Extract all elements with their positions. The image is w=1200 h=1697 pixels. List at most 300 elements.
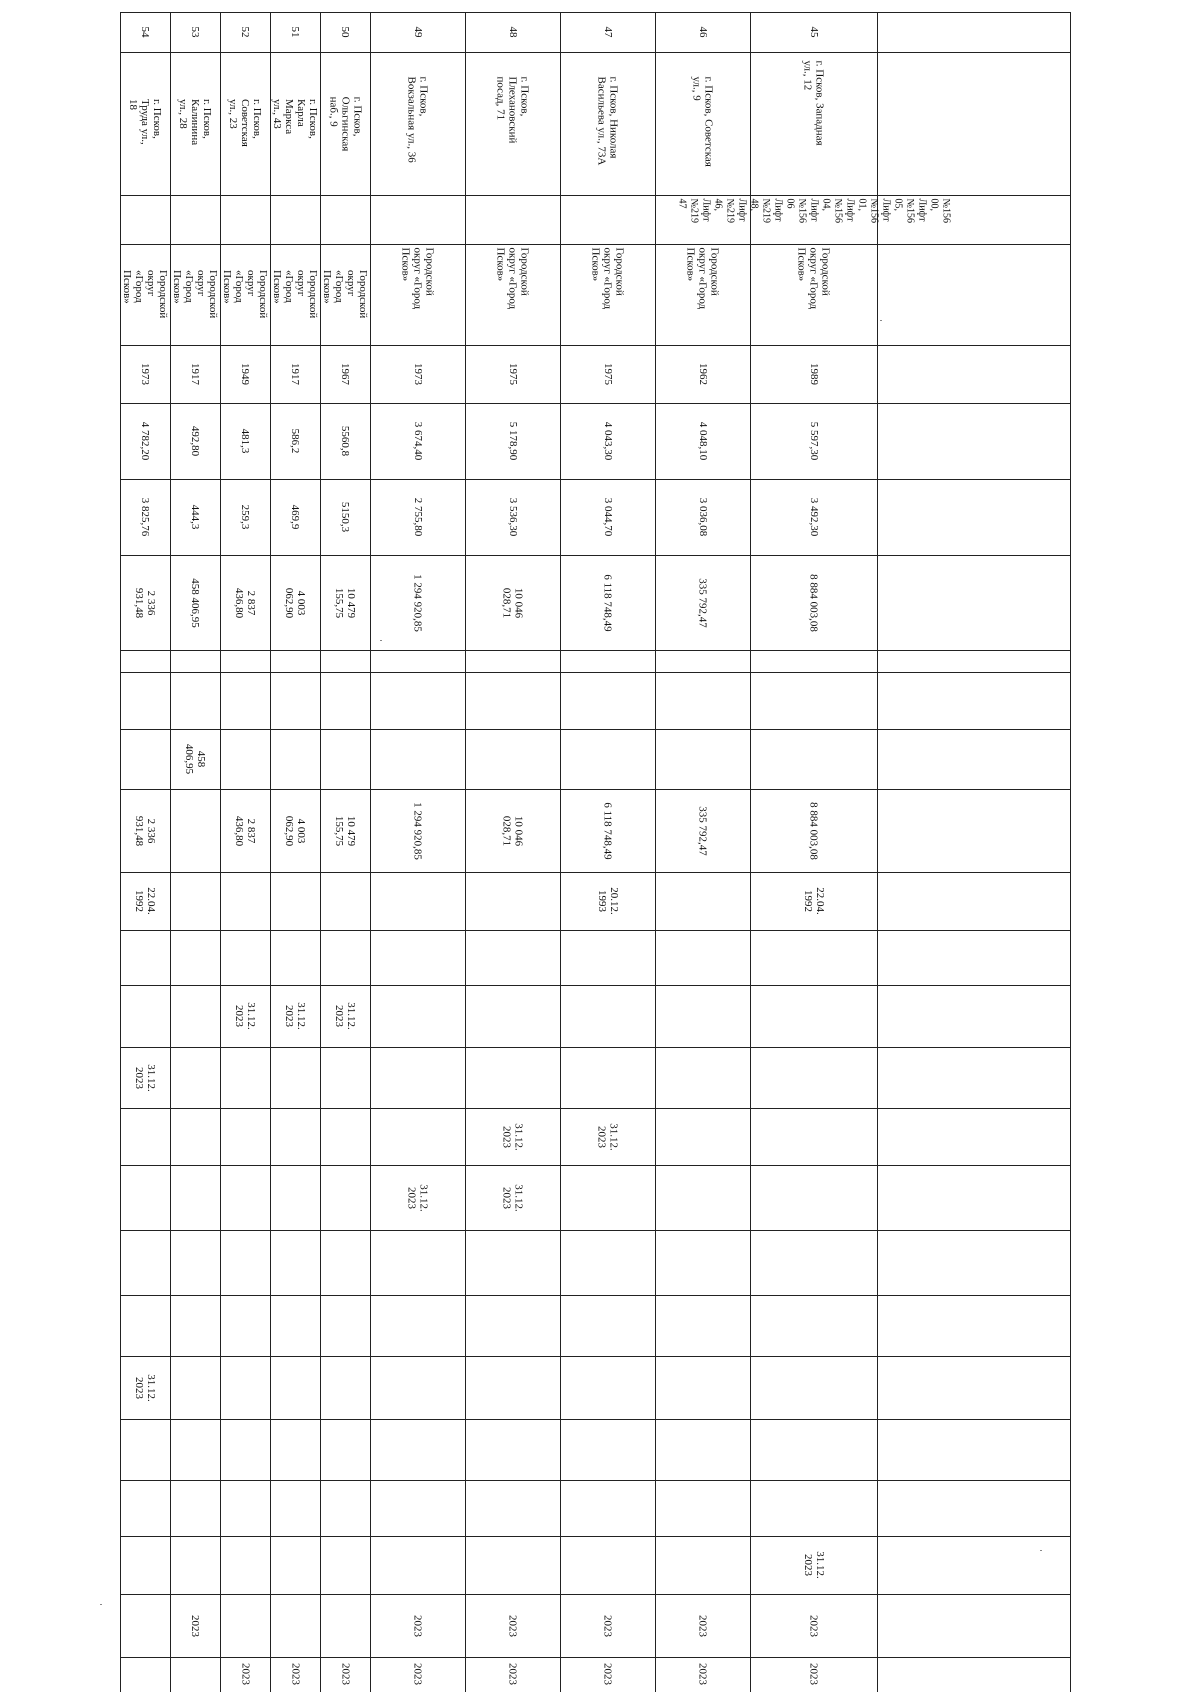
cell-date-col-18 xyxy=(750,1230,877,1295)
cell-cost xyxy=(320,555,370,650)
year-col-25-text: 2023 xyxy=(601,1662,614,1685)
cell-col-8 xyxy=(320,650,370,672)
cell-col-11 xyxy=(320,789,370,872)
cell-date-col-16 xyxy=(270,1108,320,1165)
cell-cost xyxy=(170,555,220,650)
cell-date-col-21 xyxy=(560,1419,655,1480)
cell-date-col-16 xyxy=(750,1108,877,1165)
cell-date-col-22 xyxy=(655,1480,750,1536)
cell-address xyxy=(320,52,370,195)
cell-date-col-14 xyxy=(120,985,170,1047)
cell-date-col-12 xyxy=(120,872,170,930)
cell-date-col-20 xyxy=(120,1356,170,1419)
cell-date-col-17 xyxy=(270,1165,320,1230)
cell-build-year xyxy=(560,345,655,403)
year-col-24-text: 2023 xyxy=(601,1614,614,1637)
owner-text: Городской округ «Город Псков» xyxy=(684,247,721,309)
cell-date-col-22 xyxy=(170,1480,220,1536)
cell-date-col-15 xyxy=(120,1047,170,1108)
cell-living-area xyxy=(750,479,877,555)
cost-text: 10 479 155,75 xyxy=(333,587,357,618)
address-text: г. Псков, Карла Маркса ул., 43 xyxy=(271,98,319,139)
cell-date-col-23 xyxy=(320,1536,370,1594)
cell-lift-info xyxy=(370,195,465,244)
col-11-text: 1 294 920,85 xyxy=(411,801,424,860)
cell-date-col-21 xyxy=(370,1419,465,1480)
cost-text: 335 792,47 xyxy=(696,577,709,628)
build-year-text: 1975 xyxy=(506,363,519,385)
cell-total-area xyxy=(370,403,465,479)
cell-date-col-22 xyxy=(120,1480,170,1536)
year-col-24-text: 2023 xyxy=(807,1614,820,1637)
cell-date-col-17 xyxy=(655,1165,750,1230)
cell-owner xyxy=(560,244,655,345)
cell-date-col-18 xyxy=(655,1230,750,1295)
cell-col-9 xyxy=(560,672,655,729)
year-col-25-text: 2023 xyxy=(239,1662,251,1685)
cell-date-col-19 xyxy=(465,1295,560,1356)
cell-col-10 xyxy=(750,729,877,789)
row-number-text: 45 xyxy=(807,26,820,38)
date-col-14-text: 31.12. 2023 xyxy=(333,1002,357,1030)
cell-date-col-20 xyxy=(370,1356,465,1419)
col-11-text: 10 479 155,75 xyxy=(333,815,357,846)
cost-text: 8 884 003,08 xyxy=(807,573,820,632)
cell-col-9 xyxy=(170,672,220,729)
cell-date-col-18 xyxy=(320,1230,370,1295)
col-11-text: 335 792,47 xyxy=(696,805,709,856)
cell-date-col-19 xyxy=(655,1295,750,1356)
row-number-text: 53 xyxy=(189,26,201,38)
owner-text: Городской округ «Город Псков» xyxy=(271,269,319,318)
cell-date-col-19 xyxy=(560,1295,655,1356)
cell-date-col-14 xyxy=(750,985,877,1047)
address-text: г. Псков, Советская ул., 9 xyxy=(690,76,715,167)
cell-date-col-14 xyxy=(370,985,465,1047)
living-area-text: 3 825,76 xyxy=(139,497,151,537)
cell-date-col-21 xyxy=(220,1419,270,1480)
cell-col-8 xyxy=(270,650,320,672)
col-11-text: 4 003 062,90 xyxy=(283,815,307,846)
cell-owner xyxy=(320,244,370,345)
cell-build-year xyxy=(655,345,750,403)
address-text: г. Псков, Вокзальная ул., 36 xyxy=(405,76,430,163)
cell-owner xyxy=(170,244,220,345)
cell-year-col-25 xyxy=(320,1657,370,1690)
cell-date-col-12 xyxy=(370,872,465,930)
col-11-text: 8 884 003,08 xyxy=(807,801,820,860)
living-area-text: 3 492,30 xyxy=(807,497,820,537)
cell-col-10 xyxy=(465,729,560,789)
row-number-text: 49 xyxy=(411,26,424,38)
cell-date-col-14 xyxy=(655,985,750,1047)
cell-date-col-17 xyxy=(465,1165,560,1230)
cell-date-col-16 xyxy=(560,1108,655,1165)
cell-address xyxy=(120,52,170,195)
cell-date-col-17 xyxy=(320,1165,370,1230)
cell-cost xyxy=(465,555,560,650)
address-text: г. Псков, Ольгинская наб., 9 xyxy=(327,96,363,151)
cell-date-col-14 xyxy=(320,985,370,1047)
cell-date-col-17 xyxy=(750,1165,877,1230)
cell-lift-info xyxy=(676,195,952,244)
year-col-25-text: 2023 xyxy=(506,1662,519,1685)
cell-date-col-12 xyxy=(320,872,370,930)
cell-row-number xyxy=(370,12,465,52)
cell-cost xyxy=(220,555,270,650)
cell-date-col-18 xyxy=(220,1230,270,1295)
cell-date-col-20 xyxy=(320,1356,370,1419)
cell-date-col-14 xyxy=(220,985,270,1047)
cell-date-col-13 xyxy=(120,930,170,985)
col-11-text: 10 046 028,71 xyxy=(500,815,525,846)
year-col-25-text: 2023 xyxy=(339,1662,351,1685)
cell-lift-info xyxy=(465,195,560,244)
cell-date-col-16 xyxy=(655,1108,750,1165)
cell-col-10 xyxy=(170,729,220,789)
cell-date-col-17 xyxy=(560,1165,655,1230)
cell-year-col-25 xyxy=(220,1657,270,1690)
row-number-text: 54 xyxy=(139,26,151,38)
total-area-text: 4 782,20 xyxy=(139,421,151,461)
address-text: г. Псков, Калинина ул., 28 xyxy=(177,98,213,145)
cell-address xyxy=(170,52,220,195)
cell-date-col-15 xyxy=(750,1047,877,1108)
cell-total-area xyxy=(120,403,170,479)
cell-date-col-14 xyxy=(465,985,560,1047)
build-year-text: 1917 xyxy=(289,363,301,385)
cell-living-area xyxy=(120,479,170,555)
cell-year-col-24 xyxy=(220,1594,270,1657)
cell-owner xyxy=(750,244,877,345)
cell-date-col-16 xyxy=(120,1108,170,1165)
cell-date-col-20 xyxy=(750,1356,877,1419)
cell-col-11 xyxy=(370,789,465,872)
build-year-text: 1949 xyxy=(239,363,251,385)
cell-date-col-12 xyxy=(655,872,750,930)
cost-text: 10 046 028,71 xyxy=(500,587,525,618)
date-col-14-text: 31.12. 2023 xyxy=(233,1002,257,1030)
cell-year-col-25 xyxy=(170,1657,220,1690)
total-area-text: 492,80 xyxy=(189,425,201,457)
cell-owner xyxy=(655,244,750,345)
cell-living-area xyxy=(560,479,655,555)
cell-row-number xyxy=(120,12,170,52)
cell-date-col-18 xyxy=(370,1230,465,1295)
cell-date-col-18 xyxy=(270,1230,320,1295)
cost-text: 458 406,95 xyxy=(189,577,201,628)
cell-col-9 xyxy=(750,672,877,729)
row-number-text: 48 xyxy=(506,26,519,38)
cell-owner xyxy=(465,244,560,345)
build-year-text: 1973 xyxy=(411,363,424,385)
cell-date-col-23 xyxy=(465,1536,560,1594)
cell-build-year xyxy=(320,345,370,403)
cell-date-col-23 xyxy=(170,1536,220,1594)
cell-date-col-13 xyxy=(370,930,465,985)
scan-speck xyxy=(380,640,382,641)
cell-living-area xyxy=(270,479,320,555)
date-col-23-text: 31.12. 2023 xyxy=(801,1551,826,1579)
cell-build-year xyxy=(120,345,170,403)
cell-date-col-18 xyxy=(170,1230,220,1295)
cell-date-col-17 xyxy=(220,1165,270,1230)
cell-address xyxy=(750,52,877,195)
cell-build-year xyxy=(170,345,220,403)
cell-date-col-23 xyxy=(560,1536,655,1594)
cell-address xyxy=(270,52,320,195)
cell-col-9 xyxy=(465,672,560,729)
cell-owner xyxy=(370,244,465,345)
cell-col-9 xyxy=(120,672,170,729)
owner-text: Городской округ «Город Псков» xyxy=(171,269,219,318)
cell-date-col-20 xyxy=(170,1356,220,1419)
cell-date-col-15 xyxy=(320,1047,370,1108)
cell-col-10 xyxy=(370,729,465,789)
cell-date-col-19 xyxy=(270,1295,320,1356)
cell-date-col-19 xyxy=(370,1295,465,1356)
cell-date-col-21 xyxy=(120,1419,170,1480)
cell-col-10 xyxy=(655,729,750,789)
cell-build-year xyxy=(750,345,877,403)
cost-text: 2 336 931,48 xyxy=(133,587,157,618)
cell-col-11 xyxy=(170,789,220,872)
cell-date-col-23 xyxy=(220,1536,270,1594)
scan-speck xyxy=(100,1604,102,1605)
living-area-text: 3 536,30 xyxy=(506,497,519,537)
cell-date-col-15 xyxy=(270,1047,320,1108)
cell-year-col-24 xyxy=(270,1594,320,1657)
build-year-text: 1917 xyxy=(189,363,201,385)
cell-year-col-25 xyxy=(560,1657,655,1690)
cell-date-col-12 xyxy=(465,872,560,930)
cell-col-9 xyxy=(220,672,270,729)
total-area-text: 5 597,30 xyxy=(807,421,820,461)
cell-date-col-12 xyxy=(270,872,320,930)
cell-lift-info xyxy=(220,195,270,244)
cell-build-year xyxy=(270,345,320,403)
cell-total-area xyxy=(560,403,655,479)
cell-date-col-13 xyxy=(560,930,655,985)
row-number-text: 52 xyxy=(239,26,251,38)
cell-date-col-12 xyxy=(170,872,220,930)
cell-date-col-19 xyxy=(220,1295,270,1356)
cell-total-area xyxy=(750,403,877,479)
living-area-text: 3 044,70 xyxy=(601,497,614,537)
cell-date-col-20 xyxy=(220,1356,270,1419)
cell-date-col-17 xyxy=(170,1165,220,1230)
address-text: г. Псков, Труда ул., 18 xyxy=(127,98,163,145)
cell-date-col-16 xyxy=(170,1108,220,1165)
cell-year-col-25 xyxy=(655,1657,750,1690)
col-11-text: 2 336 931,48 xyxy=(133,815,157,846)
cell-date-col-13 xyxy=(170,930,220,985)
total-area-text: 3 674,40 xyxy=(411,421,424,461)
address-text: г. Псков, Советская ул., 23 xyxy=(227,98,263,147)
row-number-text: 51 xyxy=(289,26,301,38)
total-area-text: 481,3 xyxy=(239,428,251,454)
cell-cost xyxy=(655,555,750,650)
cell-date-col-19 xyxy=(120,1295,170,1356)
cell-col-10 xyxy=(560,729,655,789)
cell-year-col-24 xyxy=(120,1594,170,1657)
cell-col-10 xyxy=(320,729,370,789)
cell-owner xyxy=(220,244,270,345)
cell-date-col-23 xyxy=(655,1536,750,1594)
owner-text: Городской округ «Город Псков» xyxy=(399,247,436,309)
cell-date-col-15 xyxy=(560,1047,655,1108)
cell-date-col-16 xyxy=(465,1108,560,1165)
cell-col-11 xyxy=(750,789,877,872)
cell-date-col-13 xyxy=(750,930,877,985)
build-year-text: 1973 xyxy=(139,363,151,385)
date-col-17-text: 31.12. 2023 xyxy=(405,1183,430,1212)
cell-total-area xyxy=(655,403,750,479)
cell-col-9 xyxy=(655,672,750,729)
cell-year-col-24 xyxy=(170,1594,220,1657)
date-col-14-text: 31.12. 2023 xyxy=(283,1002,307,1030)
cell-date-col-12 xyxy=(220,872,270,930)
cell-owner xyxy=(270,244,320,345)
cell-col-11 xyxy=(560,789,655,872)
cell-address xyxy=(370,52,465,195)
cell-col-8 xyxy=(220,650,270,672)
cell-date-col-22 xyxy=(270,1480,320,1536)
cell-living-area xyxy=(655,479,750,555)
row-number-text: 46 xyxy=(696,26,709,38)
cell-date-col-20 xyxy=(465,1356,560,1419)
owner-text: Городской округ «Город Псков» xyxy=(321,269,369,318)
cell-year-col-24 xyxy=(750,1594,877,1657)
cell-date-col-23 xyxy=(370,1536,465,1594)
cell-total-area xyxy=(220,403,270,479)
cell-date-col-21 xyxy=(170,1419,220,1480)
cell-date-col-12 xyxy=(750,872,877,930)
year-col-25-text: 2023 xyxy=(289,1662,301,1685)
table-border xyxy=(1070,12,1071,1692)
cost-text: 6 118 748,49 xyxy=(601,573,614,632)
cell-year-col-25 xyxy=(120,1657,170,1690)
cell-total-area xyxy=(465,403,560,479)
cell-date-col-16 xyxy=(320,1108,370,1165)
cell-year-col-24 xyxy=(465,1594,560,1657)
cell-date-col-21 xyxy=(270,1419,320,1480)
address-text: г. Псков, Николая Васильева ул., 73А xyxy=(595,76,620,165)
cell-address xyxy=(465,52,560,195)
cell-col-8 xyxy=(170,650,220,672)
cell-col-11 xyxy=(655,789,750,872)
year-col-24-text: 2023 xyxy=(696,1614,709,1637)
total-area-text: 586,2 xyxy=(289,428,301,454)
cell-date-col-14 xyxy=(560,985,655,1047)
cell-year-col-25 xyxy=(465,1657,560,1690)
cell-living-area xyxy=(320,479,370,555)
total-area-text: 4 048,10 xyxy=(696,421,709,461)
cell-build-year xyxy=(465,345,560,403)
cell-col-10 xyxy=(220,729,270,789)
cost-text: 4 003 062,90 xyxy=(283,587,307,618)
build-year-text: 1989 xyxy=(807,363,820,385)
date-col-12-text: 22.04. 1992 xyxy=(801,887,826,915)
cell-cost xyxy=(120,555,170,650)
row-number-text: 50 xyxy=(339,26,351,38)
cell-date-col-15 xyxy=(220,1047,270,1108)
date-col-17-text: 31.12. 2023 xyxy=(500,1183,525,1212)
cell-date-col-15 xyxy=(370,1047,465,1108)
cell-col-8 xyxy=(120,650,170,672)
year-col-25-text: 2023 xyxy=(696,1662,709,1685)
cell-date-col-17 xyxy=(370,1165,465,1230)
cell-col-8 xyxy=(655,650,750,672)
cell-date-col-22 xyxy=(320,1480,370,1536)
cell-date-col-14 xyxy=(270,985,320,1047)
owner-text: Городской округ «Город Псков» xyxy=(795,247,832,309)
cell-row-number xyxy=(220,12,270,52)
cell-lift-info xyxy=(320,195,370,244)
cell-col-8 xyxy=(370,650,465,672)
cell-date-col-20 xyxy=(270,1356,320,1419)
cell-address xyxy=(220,52,270,195)
date-col-20-text: 31.12. 2023 xyxy=(133,1373,157,1402)
cell-date-col-22 xyxy=(370,1480,465,1536)
cell-date-col-16 xyxy=(370,1108,465,1165)
cell-year-col-24 xyxy=(560,1594,655,1657)
cell-date-col-21 xyxy=(320,1419,370,1480)
cell-col-9 xyxy=(370,672,465,729)
cell-date-col-23 xyxy=(120,1536,170,1594)
cell-date-col-13 xyxy=(270,930,320,985)
cell-cost xyxy=(270,555,320,650)
owner-text: Городской округ «Город Псков» xyxy=(121,269,169,318)
cell-build-year xyxy=(370,345,465,403)
date-col-15-text: 31.12. 2023 xyxy=(133,1063,157,1092)
year-col-24-text: 2023 xyxy=(506,1614,519,1637)
cell-living-area xyxy=(170,479,220,555)
cell-col-11 xyxy=(465,789,560,872)
cell-living-area xyxy=(220,479,270,555)
cell-living-area xyxy=(465,479,560,555)
col-10-text: 458 406,95 xyxy=(183,743,207,775)
date-col-12-text: 22.04. 1992 xyxy=(133,887,157,915)
year-col-24-text: 2023 xyxy=(189,1614,201,1637)
cell-cost xyxy=(370,555,465,650)
cell-date-col-22 xyxy=(220,1480,270,1536)
cell-date-col-15 xyxy=(465,1047,560,1108)
col-11-text: 2 837 436,80 xyxy=(233,815,257,846)
cell-date-col-22 xyxy=(750,1480,877,1536)
cell-year-col-25 xyxy=(750,1657,877,1690)
cell-lift-info xyxy=(120,195,170,244)
cell-lift-info xyxy=(560,195,655,244)
date-col-12-text: 20.12. 1993 xyxy=(595,887,620,915)
living-area-text: 3 036,08 xyxy=(696,497,709,537)
lift-info-text: №156 00, Лифт №156 05, Лифт №156 01, Лифт №156 04, Лифт №156 06 Лифт №219 48, Лифт №219 46, Лифт №219 47 xyxy=(676,198,952,223)
cell-date-col-18 xyxy=(560,1230,655,1295)
cell-address xyxy=(655,52,750,195)
cell-date-col-20 xyxy=(560,1356,655,1419)
cell-row-number xyxy=(750,12,877,52)
cell-date-col-22 xyxy=(465,1480,560,1536)
owner-text: Городской округ «Город Псков» xyxy=(221,269,269,318)
cell-col-8 xyxy=(465,650,560,672)
cell-date-col-15 xyxy=(170,1047,220,1108)
cell-date-col-19 xyxy=(320,1295,370,1356)
build-year-text: 1967 xyxy=(339,363,351,385)
date-col-16-text: 31.12. 2023 xyxy=(500,1122,525,1151)
cell-date-col-16 xyxy=(220,1108,270,1165)
cost-text: 2 837 436,80 xyxy=(233,587,257,618)
cell-date-col-13 xyxy=(220,930,270,985)
